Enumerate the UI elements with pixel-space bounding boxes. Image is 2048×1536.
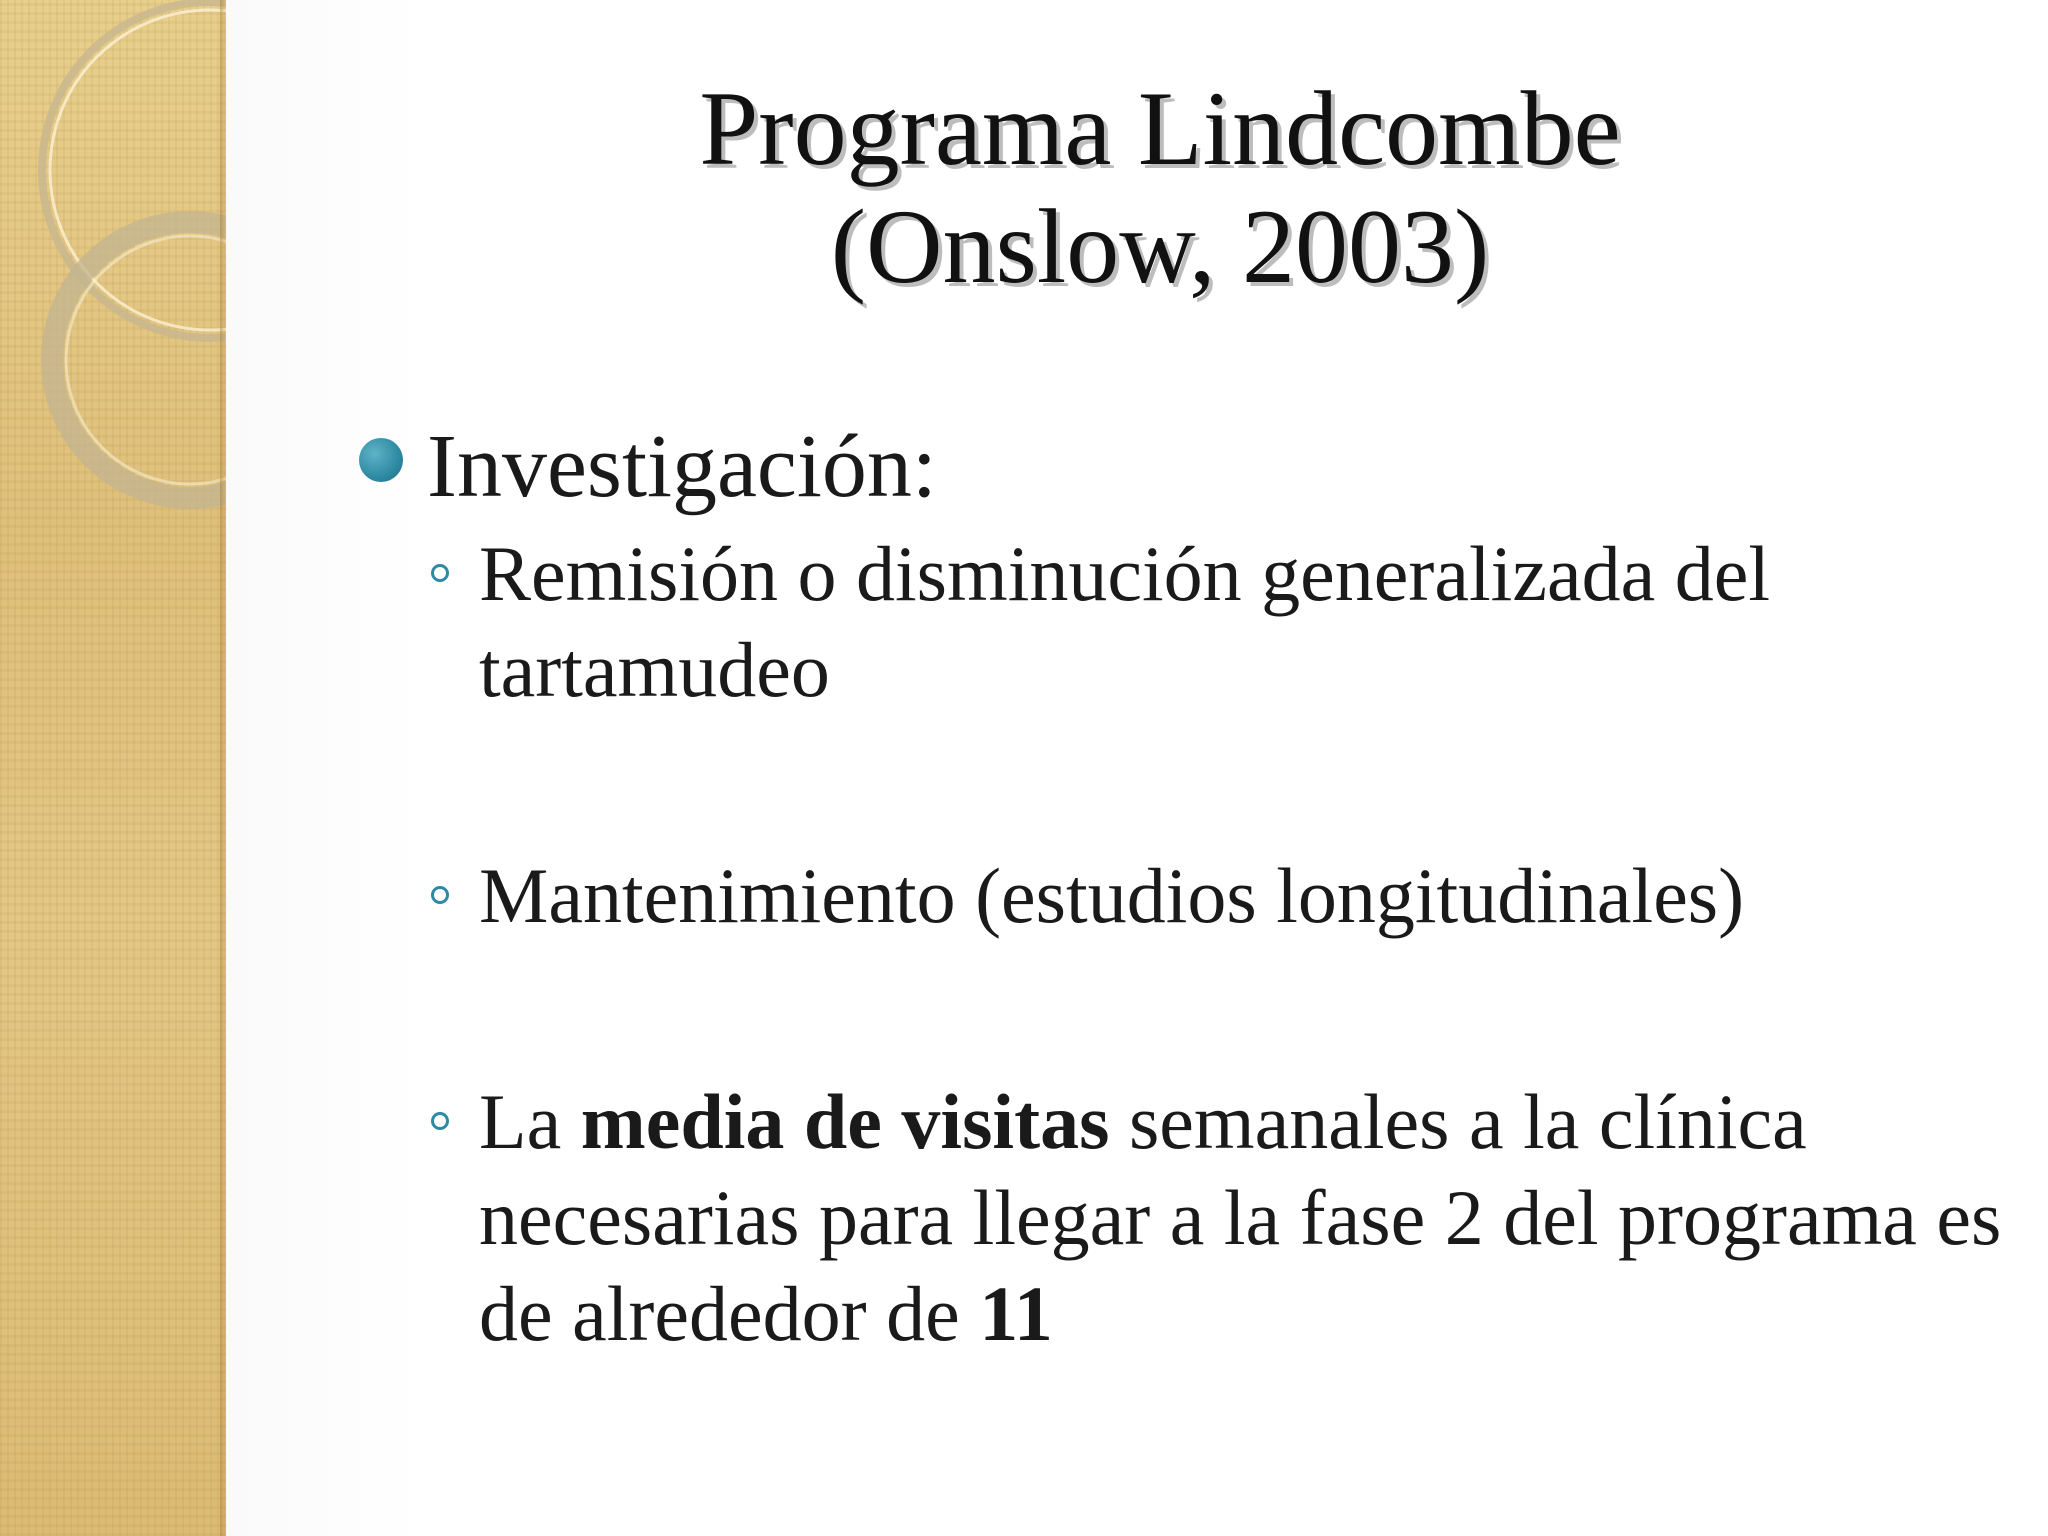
subitem-bold-number: 11: [979, 1270, 1053, 1357]
bullet-label: Investigación:: [427, 417, 937, 516]
hollow-circle-icon: [431, 886, 449, 904]
sidebar-edge: [220, 0, 226, 1536]
subitem-mantenimiento: [355, 848, 2005, 944]
decorative-rings-icon: [0, 0, 226, 520]
subitem-media-visitas: [355, 1074, 2005, 1362]
slide-content: [355, 412, 2005, 1362]
decorative-sidebar: [0, 0, 226, 1536]
subitem-text-part2: semanales a la clínica necesarias para llegar a la fase 2 del programa es de alrededor de: [479, 1078, 2002, 1357]
hollow-circle-icon: [431, 1112, 449, 1130]
subitem-remision: [355, 526, 2005, 718]
subitem-text: Remisión o disminución generalizada del tartamudeo: [479, 530, 1770, 713]
subitem-bold-media: media de visitas: [580, 1078, 1110, 1165]
slide-title: [360, 70, 1960, 306]
subitem-text: Mantenimiento (estudios longitudinales): [479, 852, 1745, 939]
subitem-text-part1: La: [479, 1078, 581, 1165]
title-line-1: Programa Lindcombe: [699, 70, 1621, 187]
hollow-circle-icon: [431, 564, 449, 582]
title-line-2: (Onslow, 2003): [830, 188, 1490, 305]
bullet-investigacion: [355, 412, 2005, 522]
filled-circle-icon: [359, 438, 403, 482]
